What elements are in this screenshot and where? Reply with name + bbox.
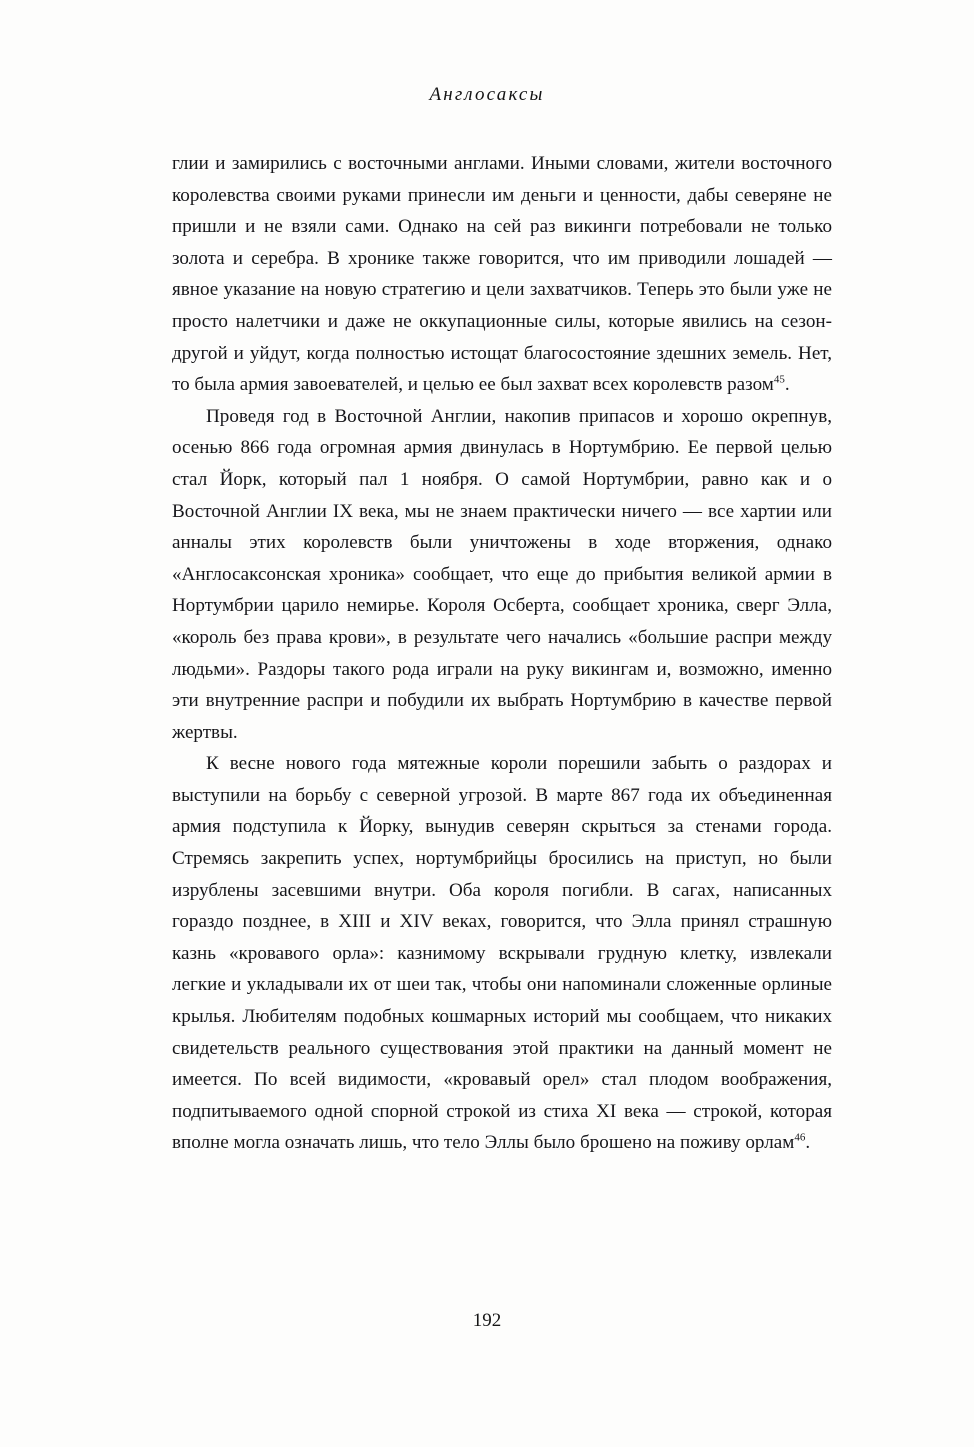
footnote-marker[interactable]: 46 (794, 1132, 806, 1145)
paragraph-text: Проведя год в Восточной Англии, накопив припасов и хорошо окрепнув, осенью 866 года огромная армия двинулась в Нортумбрию. Ее первой целью стал Йорк, который пал 1 ноября. О самой Нортумбрии, равно как и о Восточной Англии IX века, мы не знаем практически ничего — все хартии или анналы этих королевств были уничтожены в ходе вторжения, однако «Англосаксонская хроника» сообщает, что еще до прибытия великой армии в Нортумбрии царило немирье. Короля Осберта, сообщает хроника, сверг Элла, «король без права крови», в результате чего начались «большие распри между людьми». Раздоры такого рода играли на руку викингам и, возможно, именно эти внутренние распри и побудили их выбрать Нортумбрию в качестве первой жертвы. (172, 405, 832, 743)
paragraph-tail: . (784, 374, 790, 396)
running-head: Англосаксы (429, 84, 545, 105)
paragraph-text: глии и замирились с восточными англами. Иными словами, жители восточного королевства своими руками принесли им деньги и ценности, дабы северяне не пришли и не взяли сами. Однако на сей раз викинги потребовали не только золота и серебра. В хронике также говорится, что им приводили лошадей — явное указание на новую стратегию и цели захватчиков. Теперь это были уже не просто налетчики и даже не оккупационные силы, которые явились на сезон-другой и уйдут, когда полностью истощат благосостояние здешних земель. Нет, то была армия завоевателей, и целью ее был захват всех королевств разом (172, 153, 832, 396)
paragraph (172, 401, 832, 749)
body-text (172, 148, 832, 1159)
page-number: 192 (472, 1310, 502, 1331)
paragraph-text: К весне нового года мятежные короли порешили забыть о раздорах и выступили на борьбу с северной угрозой. В марте 867 года их объединенная армия подступила к Йорку, вынудив северян скрыться за стенами города. Стремясь закрепить успех, нортумбрийцы бросились на приступ, но были изрублены засевшими внутри. Оба короля погибли. В сагах, написанных гораздо позднее, в XIII и XIV веках, говорится, что Элла принял страшную казнь «кровавого орла»: казнимому вскрывали грудную клетку, извлекали легкие и укладывали их от шеи так, чтобы они напоминали сложенные орлиные крылья. Любителям подобных кошмарных историй мы сообщаем, что никаких свидетельств реального существования этой практики на данный момент не имеется. По всей видимости, «кровавый орел» стал плодом воображения, подпитываемого одной спорной строкой из стиха XI века — строкой, которая вполне могла означать лишь, что тело Эллы было брошено на поживу орлам (172, 753, 832, 1154)
paragraph (172, 148, 832, 401)
footnote-marker[interactable]: 45 (773, 373, 785, 386)
paragraph-tail: . (805, 1132, 811, 1154)
paragraph (172, 748, 832, 1159)
